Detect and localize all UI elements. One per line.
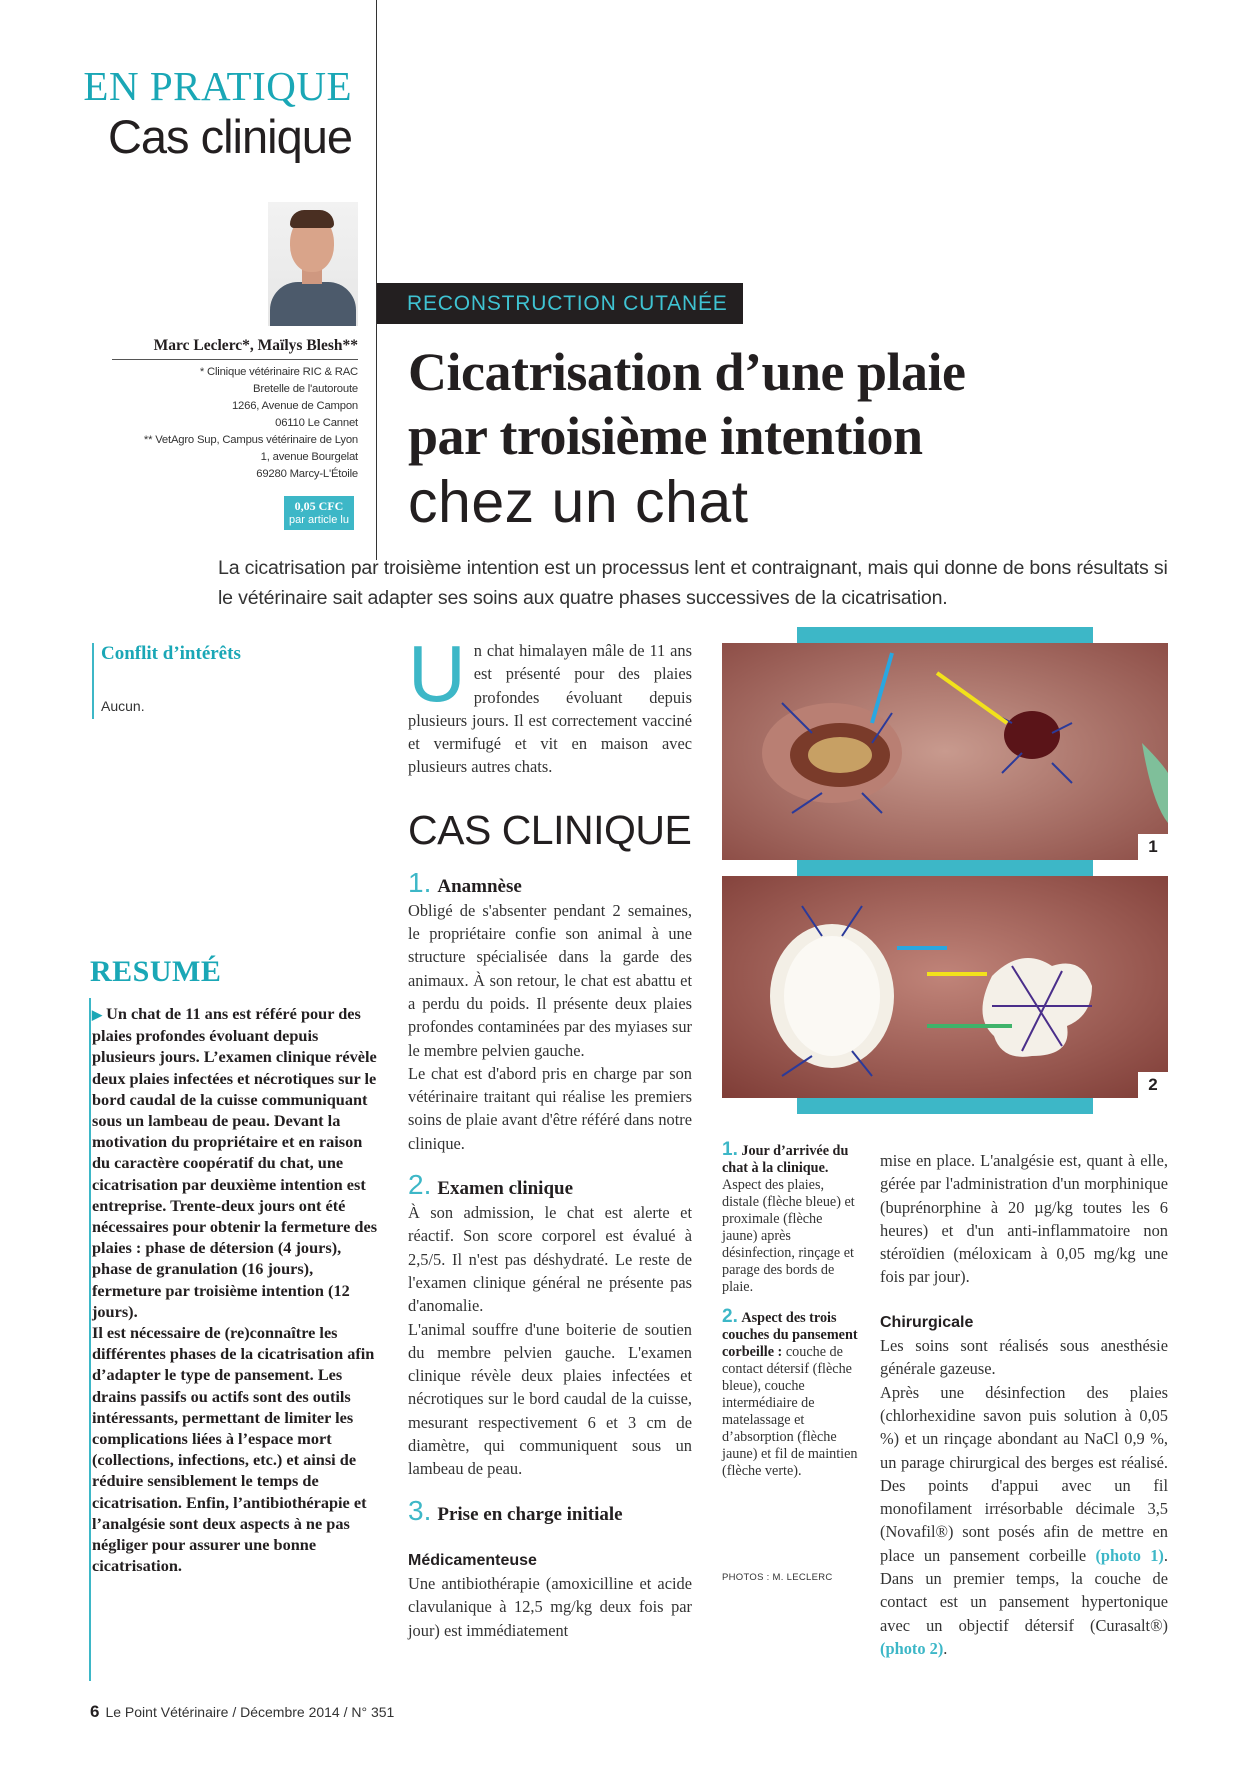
summary-paragraph-2: Il est nécessaire de (re)connaître les différentes phases de la cicatrisation afin d’adapter le type de pansement. Les drains passifs ou actifs sont des outils intéressants, permettant de limiter les complications liées à l’espace mort (collections, infections, etc.) et ainsi de réduire sensiblement le temps de cicatrisation. Enfin, l’antibiothérapie et l’analgésie sont deux aspects à ne pas négliger pour assurer une bonne cicatrisation. <box>92 1323 375 1576</box>
figure-number: 2 <box>1138 1072 1168 1098</box>
subsection-number: 2. <box>408 1169 432 1201</box>
paragraph: Une antibiothérapie (amoxicilline et acide clavulanique à 12,5 mg/kg deux fois par jour) est immédiatement <box>408 1573 692 1640</box>
intro-paragraph: n chat himalayen mâle de 11 ans est présenté pour des plaies profondes évoluant depuis plusieurs jours. Il est correctement vacciné et vermifugé et vit en maison avec plusieurs autres chats. <box>408 641 692 777</box>
summary-paragraph-1: Un chat de 11 ans est référé pour des plaies profondes évoluant depuis plusieurs jours. L’examen clinique révèle deux plaies infectées et nécrotiques sur le bord caudal de la cuisse communiquant sous un lambeau de peau. Devant la motivation du propriétaire et en raison du caractère coopératif du chat, une cicatrisation par deuxième intention est entreprise. Trente-deux jours ont été nécessaires pour obtenir la fermeture des plaies : phase de détersion (4 jours), phase de granulation (16 jours), fermeture par troisième intention (12 jours). <box>92 1004 378 1321</box>
subsection-number: 3. <box>408 1494 432 1526</box>
legend-text: couche de contact détersif (flèche bleue), couche intermédiaire de matelassage et d’absorption (flèche jaune) et fil de maintien (flèche verte). <box>722 1344 858 1479</box>
subsection-examen <box>408 1169 692 1201</box>
triangle-bullet-icon: ▶ <box>92 1007 102 1022</box>
paragraph: Le chat est d'abord pris en charge par son vétérinaire traitant qui réalise les premiers soins de plaie avant d'être référé dans notre clinique. <box>408 1063 692 1153</box>
paragraph: L'animal souffre d'une boiterie de soutien du membre pelvien gauche. L'examen clinique révèle deux plaies infectées et nécrotiques sur le bord caudal de la cuisse, mesurant respectivement 6 et 3 cm de diamètre, qui communiquent sous un lambeau de peau. <box>408 1319 692 1479</box>
figure-bar <box>797 860 1093 876</box>
article-lead: La cicatrisation par troisième intention est un processus lent et contraignant, mais qui donne de bons résultats si le vétérinaire sait adapter ses soins aux quatre phases successives de la cicatrisation. <box>218 557 1168 609</box>
wound-photo-2-image <box>722 876 1168 1098</box>
affiliation-line: 69280 Marcy-L'Étoile <box>256 468 358 480</box>
figure-legends <box>722 1141 860 1480</box>
sub-heading-chirurgicale: Chirurgicale <box>880 1313 974 1331</box>
paragraph-text: . Dans un premier temps, la couche de contact est un pansement hypertonique avec un objectif détersif (Curasalt®) <box>880 1545 1168 1635</box>
photo-credits: PHOTOS : M. LECLERC <box>722 1572 833 1583</box>
wound-photo-2 <box>722 876 1168 1098</box>
paragraph-text: . <box>943 1638 948 1658</box>
affiliation-line: 1, avenue Bourgelat <box>260 451 358 463</box>
subsection-prise-en-charge <box>408 1494 692 1527</box>
legend-text: Aspect des plaies, distale (flèche bleue) et proximale (flèche jaune) après désinfection, rinçage et parage des bords de plaie. <box>722 1177 855 1295</box>
legend-number: 1. <box>722 1139 738 1160</box>
photo-1-reference[interactable]: (photo 1) <box>1095 1545 1164 1565</box>
page-footer <box>90 1702 394 1722</box>
wound-photo-1 <box>722 643 1168 860</box>
section-kicker: RECONSTRUCTION CUTANÉE <box>377 283 743 324</box>
affiliation-line: 06110 Le Cannet <box>275 417 358 429</box>
cfc-value: 0,05 CFC <box>294 499 344 513</box>
conflict-text: Aucun. <box>101 698 145 714</box>
paragraph <box>880 1381 1168 1661</box>
paragraph: À son admission, le chat est alerte et réactif. Son score corporel est évalué à 2,5/5. Il n'est pas déshydraté. Le reste de l'examen clinique général ne présente pas d'anomalie. <box>408 1203 692 1316</box>
figure-bar <box>797 1098 1093 1114</box>
summary-bar <box>89 998 91 1681</box>
legend-bold: Jour d’arrivée du chat à la clinique. <box>722 1143 849 1176</box>
conflict-title: Conflit d’intérêts <box>101 643 241 664</box>
subsection-title: Prise en charge initiale <box>437 1503 623 1525</box>
conflict-bar <box>92 643 94 719</box>
figure-bar <box>797 627 1093 643</box>
paragraph-text: Après une désinfection des plaies (chlorhexidine savon puis solution à 0,05 %) et un rinçage abondant au NaCl 0,9 %, un parage chirurgical des berges est réalisé. Des points d'appui avec un fil monofilament irrésorbable décimale 3,5 (Novafil®) sont posés afin de mettre en place un pansement corbeille <box>880 1382 1168 1565</box>
affiliation-line: 1266, Avenue de Campon <box>231 400 358 412</box>
figure-number: 1 <box>1138 834 1168 860</box>
summary-text <box>92 1003 380 1576</box>
affiliation-line: ** VetAgro Sup, Campus vétérinaire de Lyon <box>143 434 358 446</box>
cfc-label: par article lu <box>289 514 349 526</box>
photo-2-reference[interactable]: (photo 2) <box>880 1638 944 1658</box>
author-affiliations <box>100 364 358 483</box>
subsection-title: Anamnèse <box>437 875 522 897</box>
sub-heading-medicamenteuse: Médicamenteuse <box>408 1551 537 1569</box>
page-number: 6 <box>90 1702 100 1721</box>
drop-cap: U <box>408 629 466 718</box>
subsection-number: 1. <box>408 866 432 898</box>
rubric-subtitle: Cas clinique <box>107 110 352 163</box>
legend-1 <box>722 1141 860 1296</box>
journal-reference: Le Point Vétérinaire / Décembre 2014 / N° 351 <box>105 1704 395 1720</box>
legend-2 <box>722 1308 860 1480</box>
subsection-title: Examen clinique <box>437 1178 574 1200</box>
subsection-anamnese <box>408 866 692 899</box>
section-heading: CAS CLINIQUE <box>408 806 692 853</box>
legend-bold: Aspect des trois couches du pansement corbeille : <box>722 1310 858 1360</box>
paragraph: mise en place. L'analgésie est, quant à elle, gérée par l'administration d'un morphinique (buprénorphine à 20 µg/kg toutes les 6 heures) et d'un anti-inflammatoire non stéroïdien (méloxicam à 0,05 mg/kg une fois par jour). <box>880 1151 1168 1287</box>
author-names: Marc Leclerc*, Maïlys Blesh** <box>153 337 358 354</box>
affiliation-line: * Clinique vétérinaire RIC & RAC <box>199 366 358 378</box>
article-column-3 <box>880 1149 1168 1660</box>
paragraph: Obligé de s'absenter pendant 2 semaines, le propriétaire confie son animal à une structure spécialisée dans la garde des animaux. À son retour, le chat est abattu et a perdu du poids. Il présente deux plaies profondes contaminées par des myiases sur le membre pelvien gauche. <box>408 900 692 1060</box>
author-photo <box>268 202 358 326</box>
article-title <box>408 340 966 468</box>
paragraph: Les soins sont réalisés sous anesthésie générale gazeuse. <box>880 1336 1168 1379</box>
article-column-2 <box>408 629 692 1642</box>
authors-rule <box>112 359 358 360</box>
header-divider <box>376 0 377 560</box>
wound-photo-1-image <box>722 643 1168 860</box>
rubric-title: EN PRATIQUE <box>83 63 352 109</box>
legend-number: 2. <box>722 1306 738 1327</box>
title-line-3: chez un chat <box>408 469 749 535</box>
affiliation-line: Bretelle de l'autoroute <box>253 383 358 395</box>
title-line-1: Cicatrisation d’une plaie <box>408 342 966 402</box>
cfc-badge <box>284 496 354 530</box>
title-line-2: par troisième intention <box>408 406 923 466</box>
summary-title: RESUMÉ <box>90 955 222 988</box>
